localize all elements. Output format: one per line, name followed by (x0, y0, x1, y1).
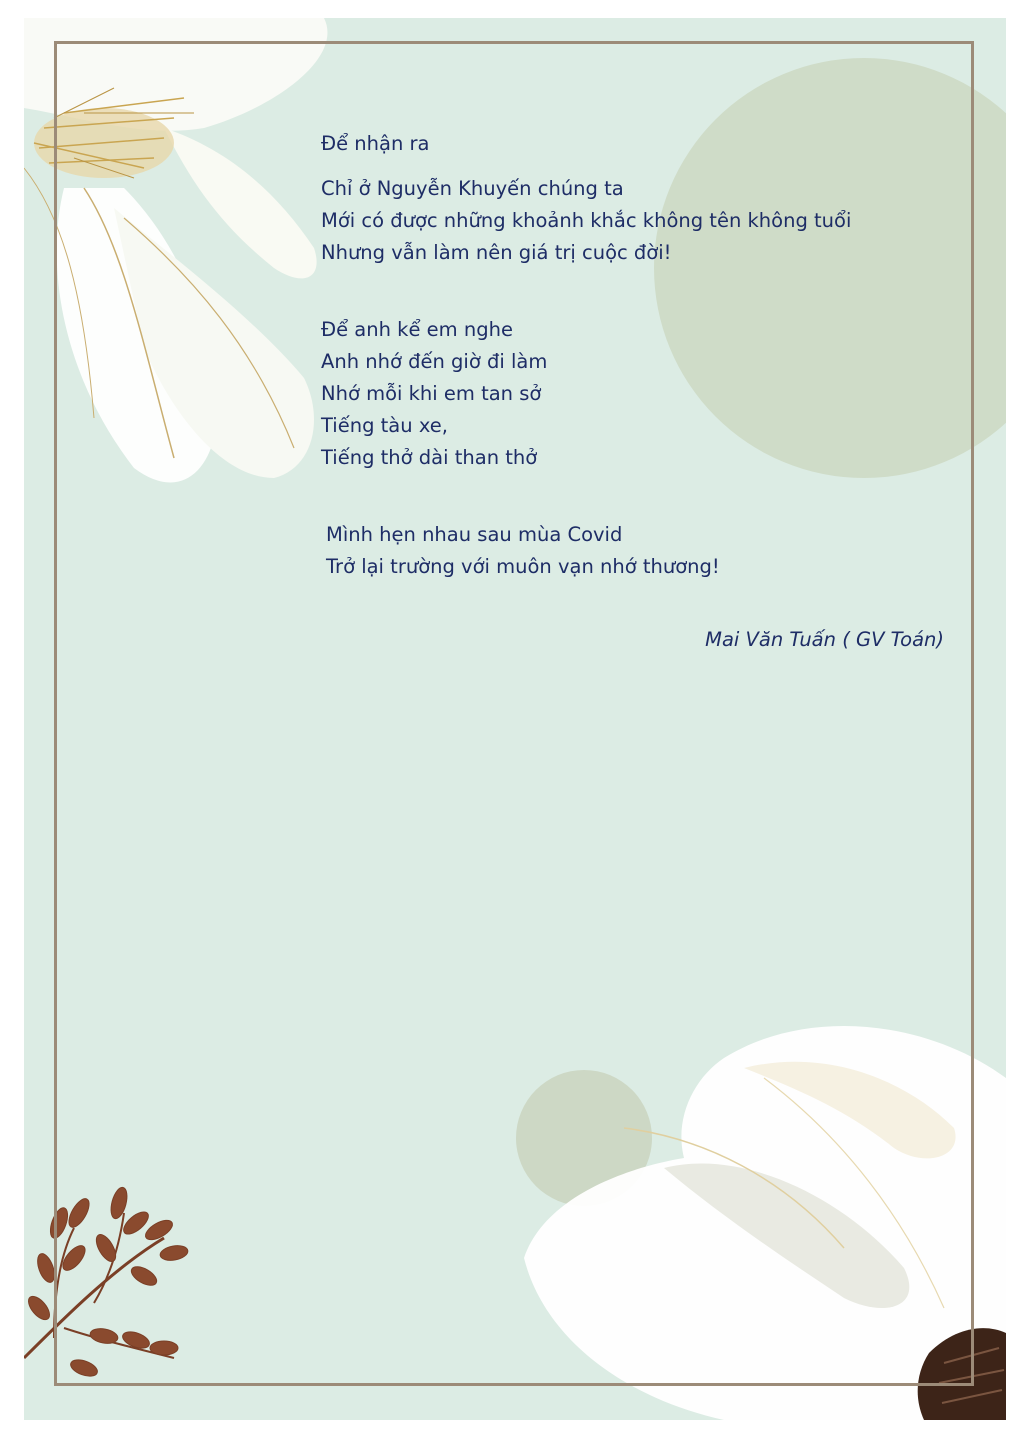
poem-page (24, 18, 1006, 1420)
poem-line: Anh nhớ đến giờ đi làm (321, 350, 548, 373)
author-signature: Mai Văn Tuấn ( GV Toán) (705, 628, 944, 651)
poem-line: Nhưng vẫn làm nên giá trị cuộc đời! (321, 241, 672, 264)
poem-line: Mình hẹn nhau sau mùa Covid (326, 523, 623, 546)
poem-line: Để nhận ra (321, 132, 430, 155)
poem-line: Nhớ mỗi khi em tan sở (321, 382, 542, 405)
poem-line: Để anh kể em nghe (321, 318, 513, 341)
stanza-2 (321, 173, 961, 269)
poem-line: Tiếng thở dài than thở (321, 446, 538, 469)
poem-body (321, 128, 961, 583)
poem-line: Chỉ ở Nguyễn Khuyến chúng ta (321, 177, 624, 200)
poem-line: Trở lại trường với muôn vạn nhớ thương! (326, 555, 720, 578)
poem-line: Tiếng tàu xe, (321, 414, 448, 437)
stanza-3 (321, 314, 961, 474)
poem-line: Mới có được những khoảnh khắc không tên không tuổi (321, 209, 852, 232)
stanza-1 (321, 128, 961, 160)
stanza-4 (321, 519, 961, 583)
